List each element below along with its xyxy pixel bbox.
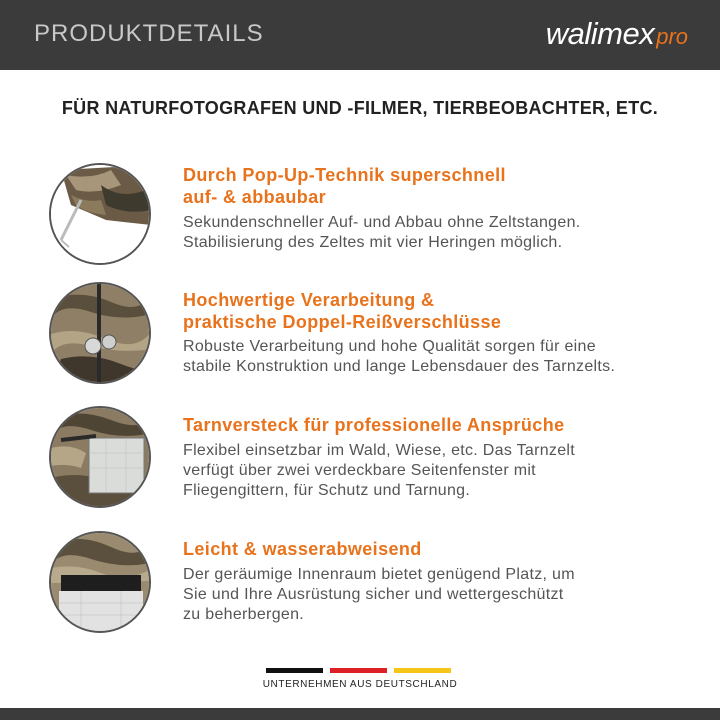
header-bar bbox=[0, 0, 720, 70]
footer-bar bbox=[0, 708, 720, 720]
feature-description: Sekundenschneller Auf- und Abbau ohne Zeltstangen. Stabilisierung des Zeltes mit vier Heringen möglich. bbox=[183, 214, 581, 251]
feature-title: Hochwertige Verarbeitung & praktische Doppel-Reißverschlüsse bbox=[183, 290, 502, 332]
flag-stripe-black bbox=[266, 668, 323, 673]
feature-image-interior bbox=[49, 531, 151, 633]
company-origin-note: UNTERNEHMEN AUS DEUTSCHLAND bbox=[262, 679, 458, 690]
feature-title: Tarnversteck für professionelle Ansprüche bbox=[183, 415, 565, 435]
feature-description: Der geräumige Innenraum bietet genügend Platz, um Sie und Ihre Ausrüstung sicher und wettergeschützt zu beherbergen. bbox=[183, 566, 575, 623]
page-title: PRODUKTDETAILS bbox=[34, 20, 264, 47]
flag-stripe-gold bbox=[394, 668, 451, 673]
target-audience-heading: FÜR NATURFOTOGRAFEN UND -FILMER, TIERBEOBACHTER, ETC. bbox=[61, 98, 659, 118]
flag-stripe-red bbox=[330, 668, 387, 673]
feature-description: Flexibel einsetzbar im Wald, Wiese, etc. Das Tarnzelt verfügt über zwei verdeckbare Seitenfenster mit Fliegengittern, für Schutz und Tarnung. bbox=[183, 442, 576, 499]
feature-image-tent-pegged bbox=[49, 163, 151, 265]
feature-title: Leicht & wasserabweisend bbox=[183, 539, 422, 559]
logo-wordmark: walimex bbox=[545, 16, 655, 51]
logo-pro-suffix: pro bbox=[656, 24, 688, 49]
german-flag-icon bbox=[266, 668, 451, 673]
feature-image-window bbox=[49, 406, 151, 508]
brand-logo bbox=[546, 16, 688, 56]
feature-description: Robuste Verarbeitung und hohe Qualität sorgen für eine stabile Konstruktion und lange Lebensdauer des Tarnzelts. bbox=[183, 338, 616, 375]
feature-image-zipper bbox=[49, 282, 151, 384]
feature-title: Durch Pop-Up-Technik superschnell auf- & abbaubar bbox=[183, 165, 506, 207]
